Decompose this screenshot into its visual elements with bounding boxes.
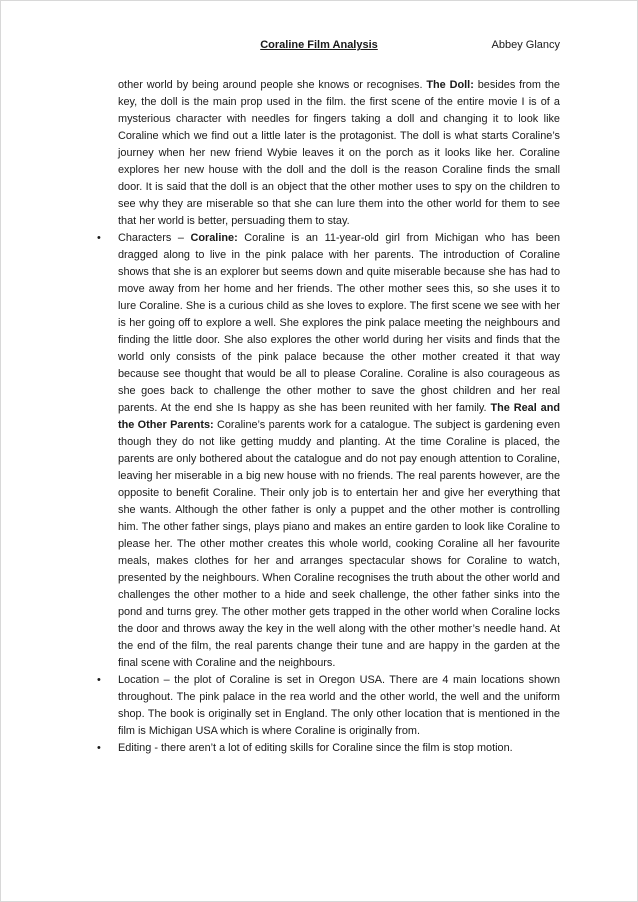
bullet-text-characters — [118, 230, 560, 672]
text-run: other world by being around people she knows or recognises. — [118, 79, 427, 91]
bullet-marker: • — [97, 742, 101, 754]
bullet-marker: • — [97, 232, 101, 244]
text-run: Coraline’s parents work for a catalogue. The subject is gardening even though they do not like getting muddy and planting. At the time Coraline is placed, the parents are only bothered about the catalogue and do not pay enough attention to Coraline, leaving her miserable in a big new house with no friends. The real parents however, are the opposite to benefit Coraline. Their only job is to entertain her and give her everything that she wants. Although the other father is only a puppet and the other mother is controlling him. The other father sings, plays piano and makes an entire garden to look like Coraline to please her. The other mother creates this whole world, cooking Coraline all her favourite meals, makes clothes for her and arranges spectacular shows for Coraline to watch, presented by the neighbours. When Coraline recognises the truth about the other world and challenges the other mother to a hide and seek challenge, the other father sinks into the pond and turns grey. The other mother gets trapped in the other world when Coraline locks the door and throws away the key in the well along with the other mother’s needle hand. At the end of the film, the real parents change their tune and are happy in the garden at the final scene with Coraline and the neighbours. — [118, 419, 560, 669]
bullet-marker: • — [97, 674, 101, 686]
text-run: Location – the plot of Coraline is set in Oregon USA. There are 4 main locations shown throughout. The pink palace in the rea world and the other world, the well and the uniform shop. The book is originally set in England. The only other location that is mentioned in the film is Michigan USA which is where Coraline is originally from. — [118, 674, 560, 737]
bullet-item-characters — [97, 230, 561, 672]
text-run: Editing - there aren’t a lot of editing skills for Coraline since the film is stop motion. — [118, 742, 513, 754]
paragraph-the-doll — [118, 77, 560, 230]
author-name: Abbey Glancy — [491, 39, 560, 51]
text-run: The Doll: — [426, 79, 474, 91]
text-run: Characters – — [118, 232, 191, 244]
bullet-item-editing — [97, 740, 560, 757]
bullet-text-location — [118, 672, 560, 740]
text-run: besides from the key, the doll is the main prop used in the film. the first scene of the entire movie I is of a mysterious character with needles for fingers taking a doll and changing it to look like Coraline which we find out a little later is the protagonist. The doll is what starts Coraline’s journey when her new friend Wybie leaves it on the porch as it looks like her. Coraline explores her new house with the doll and the doll is the reason Coraline finds the small door. It is said that the doll is an object that the other mother uses to spy on the children to see why they are miserable so that she can lure them into the other world for them to see that her world is better, persuading them to stay. — [118, 79, 560, 227]
document-header — [78, 39, 560, 56]
text-run: The Real and the Other Parents: — [118, 402, 561, 431]
document-title: Coraline Film Analysis — [260, 39, 378, 51]
document-body — [97, 77, 561, 757]
bullet-item-location — [97, 672, 560, 740]
text-run: Coraline is an 11-year-old girl from Michigan who has been dragged along to live in the pink palace with her parents. The introduction of Coraline shows that she is an explorer but seems down and quite miserable because she has had to move away from her home and her friends. The other mother sees this, so she uses it to lure Coraline. She is a curious child as she loves to explore. The first scene we see with her is her going off to explore a well. She explores the pink palace meeting the neighbours and finding the little door. She also explores the other world during her visits and finds that the world only consists of the pink palace because the other mother created it that way because see thought that would be all to please Coraline. Coraline is also courageous as she goes back to challenge the other mother to save the ghost children and her real parents. At the end she Is happy as she has been reunited with her family. — [118, 232, 561, 414]
text-run: Coraline: — [190, 232, 238, 244]
bullet-text-editing — [118, 740, 560, 757]
